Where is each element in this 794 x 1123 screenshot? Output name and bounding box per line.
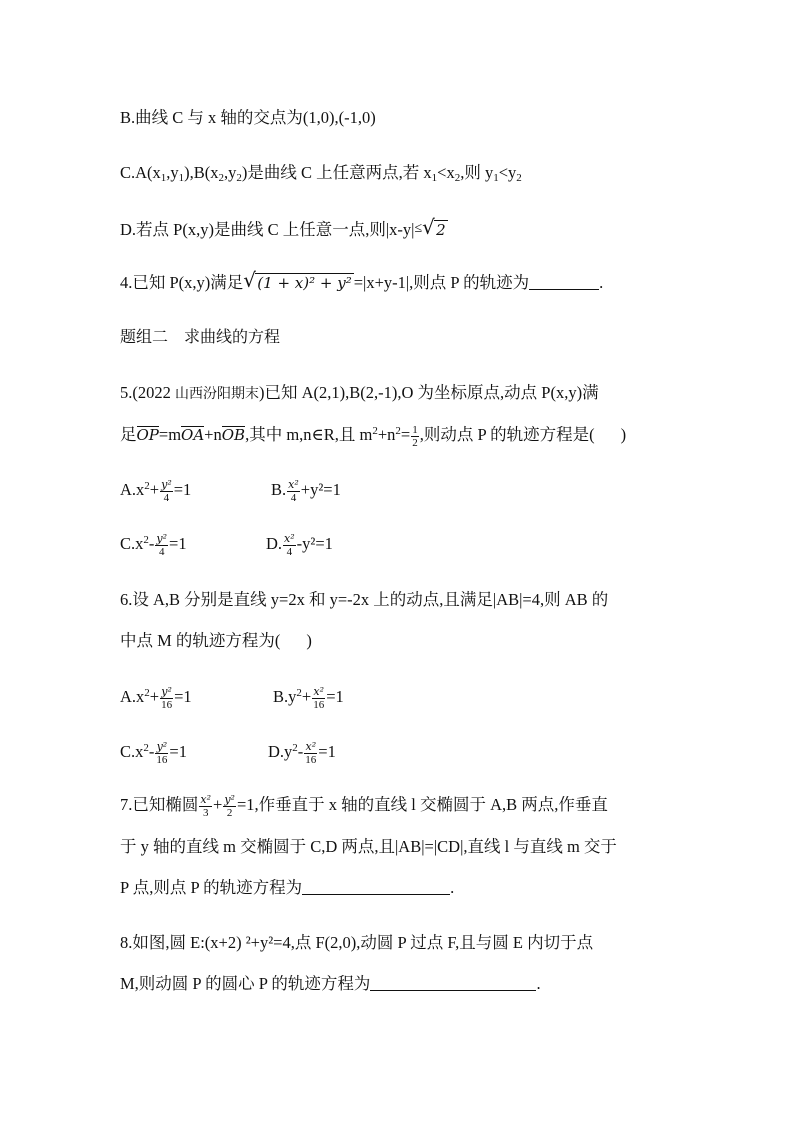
question-7-line-2: 于 y 轴的直线 m 交椭圆于 C,D 两点,且|AB|=|CD|,直线 l 与直线 m 交于 bbox=[120, 837, 617, 856]
q6-option-d: $D.y^2-$ $\frac{\text{x²}}{16}$ =1 bbox=[268, 739, 336, 766]
q5-option-b: B. $\frac{\text{x²}}{4}$ +y²=1 bbox=[271, 477, 341, 504]
q6-option-a: $A.x^2+$ $\frac{\text{y²}}{16}$ =1 bbox=[120, 684, 192, 711]
sqrt-expression: √ (1 + x)² + y² bbox=[243, 268, 352, 292]
q5-option-c: $C.x^2-$ $\frac{\text{y²}}{4}$ =1 bbox=[120, 531, 187, 558]
answer-blank bbox=[370, 974, 536, 991]
question-4: 4.已知 P(x,y)满足 √ (1 + x)² + y² =|x+y-1|,则点 P 的轨迹为 . bbox=[120, 271, 603, 295]
question-8-line-1: 8.如图,圆 E:(x+2) ²+y²=4,点 F(2,0),动圆 P 过点 F,且与圆 E 内切于点 bbox=[120, 933, 594, 952]
answer-blank bbox=[529, 273, 599, 290]
q5-option-d: D. $\frac{\text{x²}}{4}$ -y²=1 bbox=[266, 531, 333, 558]
question-7-line-1: 7.已知椭圆 $\frac{\text{x²}}{3}$ + $\frac{\text{y²}}{2}$ =1,作垂直于 x 轴的直线 l 交椭圆于 A,B 两点,作垂直 bbox=[120, 792, 608, 819]
sqrt-symbol: √ 2 bbox=[422, 215, 446, 239]
q5-option-a: $A.x^2+$ $\frac{\text{y²}}{4}$ =1 bbox=[120, 477, 192, 504]
q6-option-c: $C.x^2-$ $\frac{\text{y²}}{16}$ =1 bbox=[120, 739, 187, 766]
q3-option-b: B.曲线 C 与 x 轴的交点为(1,0),(-1,0) bbox=[120, 108, 376, 127]
answer-blank bbox=[302, 878, 450, 895]
section-heading: 题组二 求曲线的方程 bbox=[120, 327, 281, 346]
question-5-line-2: 足OP=mOA+nOB,其中 m,n∈R,且 $m^2+n^2=$ $\frac{1}{2}$ ,则动点 P 的轨迹方程是( ) bbox=[120, 423, 627, 449]
question-5-line-1: 5.(2022 山西汾阳期末)已知 A(2,1),B(2,-1),O 为坐标原点,动点 P(x,y)满 bbox=[120, 383, 599, 402]
q3-option-d: D.若点 P(x,y)是曲线 C 上任意一点,则|x-y|≤ √ 2 bbox=[120, 217, 448, 242]
question-7-line-3: P 点,则点 P 的轨迹方程为 . bbox=[120, 878, 455, 897]
q6-option-b: $B.y^2+$ $\frac{\text{x²}}{16}$ =1 bbox=[273, 684, 344, 711]
question-6-line-2: 中点 M 的轨迹方程为( ) bbox=[120, 631, 312, 650]
question-8-line-2: M,则动圆 P 的圆心 P 的轨迹方程为 . bbox=[120, 974, 541, 993]
question-6-line-1: 6.设 A,B 分别是直线 y=2x 和 y=-2x 上的动点,且满足|AB|=4,则 AB 的 bbox=[120, 590, 609, 609]
q3-option-c: $C.A(x_1,y_1),B(x_2,y_2)$是曲线 C 上任意两点,若 $x_1<x_2$,则 $y_1<y_2$ bbox=[120, 163, 522, 184]
fraction-one-half: $\frac{1}{2}$ bbox=[412, 423, 418, 449]
